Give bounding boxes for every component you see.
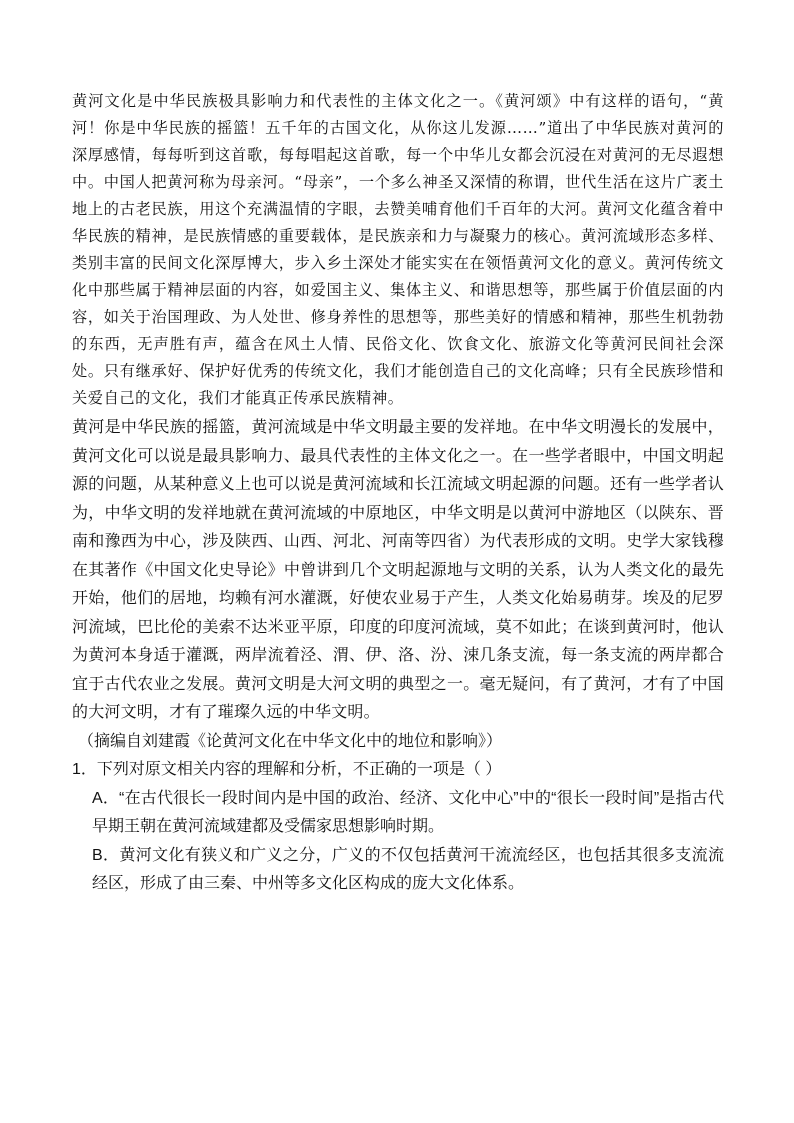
question-1-stem: 1．下列对原文相关内容的理解和分析，不正确的一项是（ ） [72,761,502,778]
source-citation: （摘编自刘建霞《论黄河文化在中华文化中的地位和影响》） [78,732,503,750]
passage-main-paragraph: 黄河是中华民族的摇篮，黄河流域是中华文明最主要的发祥地。在中华文明漫长的发展中，黄河文化可以说是最具影响力、最具代表性的主体文化之一。在一些学者眼中，中国文明起源的问题，从某种意义上也可以说是黄河流域和长江流域文明起源的问题。还有一些学者认为，中华文明的发祥地就在黄河流域的中原地区，中华文明是以黄河中游地区（以陕东、晋南和豫西为中心，涉及陕西、山西、河北、河南等四省）为代表形成的文明。史学大家钱穆在其著作《中国文化史导论》中曾讲到几个文明起源地与文明的关系，认为人类文化的最先开始，他们的居地，均赖有河水灌溉，好使农业易于产生，人类文化始易萌芽。埃及的尼罗河流域，巴比伦的美索不达米亚平原，印度的印度河流域，莫不如此；在谈到黄河时，他认为黄河本身适于灌溉，两岸流着泾、渭、伊、洛、汾、涑几条支流，每一条支流的两岸都合宜于古代农业之发展。黄河文明是大河文明的典型之一。毫无疑问，有了黄河，才有了中国的大河文明，才有了璀璨久远的中华文明。 [72,419,724,721]
question-1-option-a: A．“在古代很长一段时间内是中国的政治、经济、文化中心”中的“很长一段时间”是指古代早期王朝在黄河流域建都及受儒家思想影响时期。 [92,789,724,835]
document-page [72,88,724,899]
passage-kaiti-paragraph: 黄河文化是中华民族极具影响力和代表性的主体文化之一。《黄河颂》中有这样的语句，“黄河！你是中华民族的摇篮！五千年的古国文化，从你这儿发源……”道出了中华民族对黄河的深厚感情，每每听到这首歌，每每唱起这首歌，每一个中华儿女都会沉浸在对黄河的无尽遐想中。中国人把黄河称为母亲河。“母亲”，一个多么神圣又深情的称谓，世代生活在这片广袤土地上的古老民族，用这个充满温情的字眼，去赞美哺育他们千百年的大河。黄河文化蕴含着中华民族的精神，是民族情感的重要载体，是民族亲和力与凝聚力的核心。黄河流域形态多样、类别丰富的民间文化深厚博大，步入乡土深处才能实实在在领悟黄河文化的意义。黄河传统文化中那些属于精神层面的内容，如爱国主义、集体主义、和谐思想等，那些属于价值层面的内容，如关于治国理政、为人处世、修身养性的思想等，那些美好的情感和精神，那些生机勃勃的东西，无声胜有声，蕴含在风土人情、民俗文化、饮食文化、旅游文化等黄河民间社会深处。只有继承好、保护好优秀的传统文化，我们才能创造自己的文化高峰；只有全民族珍惜和关爱自己的文化，我们才能真正传承民族精神。 [72,92,724,407]
question-1-option-b: B．黄河文化有狭义和广义之分，广义的不仅包括黄河干流流经区，也包括其很多支流流经区，形成了由三秦、中州等多文化区构成的庞大文化体系。 [92,846,724,892]
